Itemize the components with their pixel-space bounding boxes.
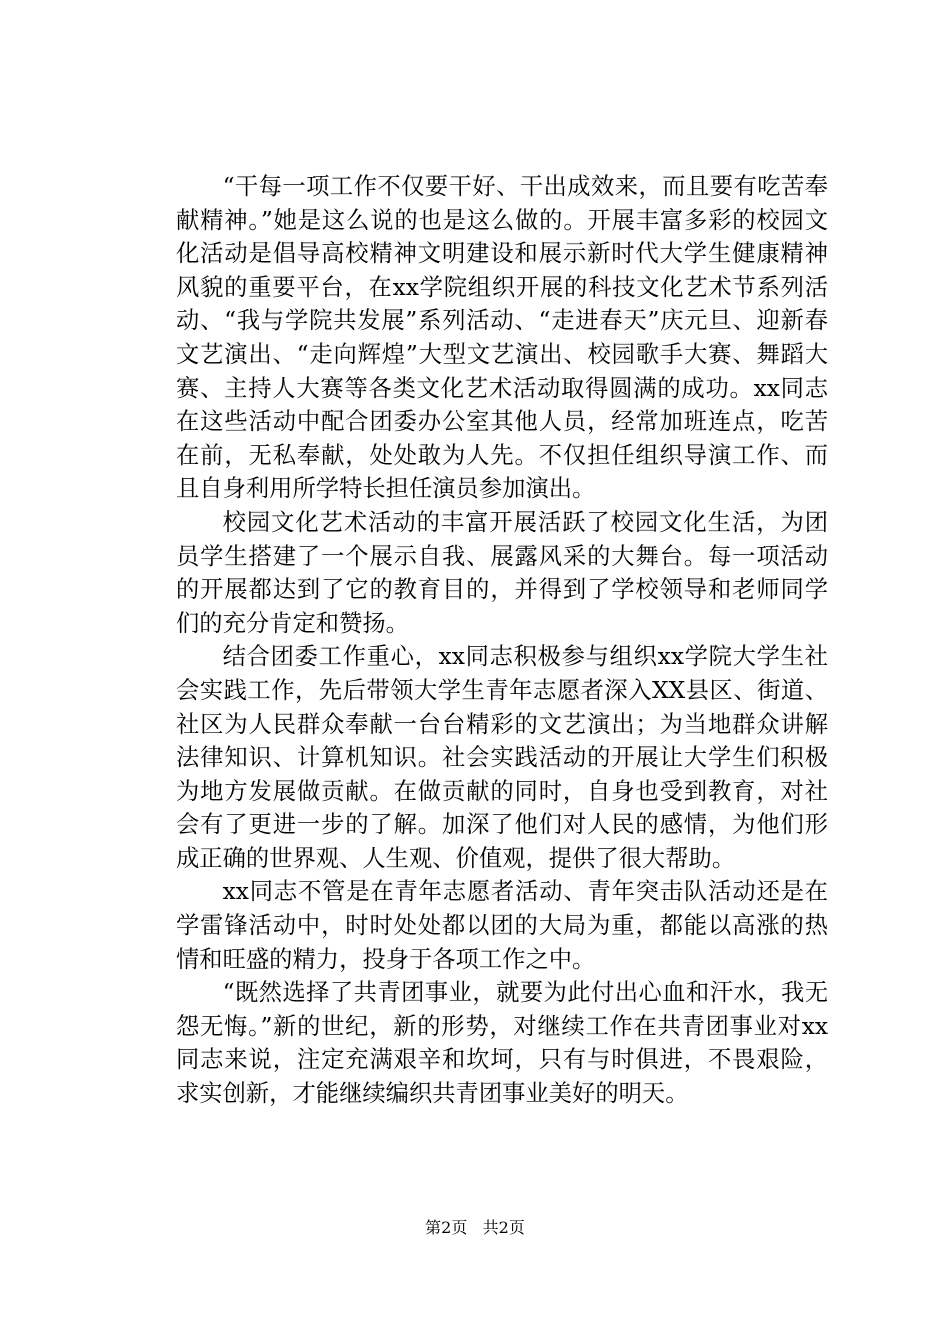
paragraph-5: “既然选择了共青团事业，就要为此付出心血和汗水，我无怨无悔。”新的世纪，新的形势，对继续工作在共青团事业对xx同志来说，注定充满艰辛和坎坷，只有与时俱进，不畏艰险，求实创新，才能继续编织共青团事业美好的明天。 bbox=[176, 979, 828, 1108]
paragraph-4: xx同志不管是在青年志愿者活动、青年突击队活动还是在学雷锋活动中，时时处处都以团的大局为重，都能以高涨的热情和旺盛的精力，投身于各项工作之中。 bbox=[176, 878, 828, 973]
paragraph-3: 结合团委工作重心，xx同志积极参与组织xx学院大学生社会实践工作，先后带领大学生青年志愿者深入XX县区、街道、社区为人民群众奉献一台台精彩的文艺演出；为当地群众讲解法律知识、计算机知识。社会实践活动的开展让大学生们积极为地方发展做贡献。在做贡献的同时，自身也受到教育，对社会有了更进一步的了解。加深了他们对人民的感情，为他们形成正确的世界观、人生观、价值观，提供了很大帮助。 bbox=[176, 643, 828, 872]
page-total: 共2页 bbox=[482, 1218, 525, 1237]
paragraph-1: “干每一项工作不仅要干好、干出成效来，而且要有吃苦奉献精神。”她是这么说的也是这么做的。开展丰富多彩的校园文化活动是倡导高校精神文明建设和展示新时代大学生健康精神风貌的重要平台，在xx学院组织开展的科技文化艺术节系列活动、“我与学院共发展”系列活动、“走进春天”庆元旦、迎新春文艺演出、“走向辉煌”大型文艺演出、校园歌手大赛、舞蹈大赛、主持人大赛等各类文化艺术活动取得圆满的成功。xx同志在这些活动中配合团委办公室其他人员，经常加班连点，吃苦在前，无私奉献，处处敢为人先。不仅担任组织导演工作、而且自身利用所学特长担任演员参加演出。 bbox=[176, 173, 828, 503]
page-footer bbox=[0, 1218, 950, 1238]
paragraph-2: 校园文化艺术活动的丰富开展活跃了校园文化生活，为团员学生搭建了一个展示自我、展露风采的大舞台。每一项活动的开展都达到了它的教育目的，并得到了学校领导和老师同学们的充分肯定和赞扬。 bbox=[176, 508, 828, 637]
document-body bbox=[176, 170, 828, 1111]
page-number: 第2页 bbox=[425, 1218, 468, 1237]
footer-separator bbox=[472, 1218, 477, 1237]
